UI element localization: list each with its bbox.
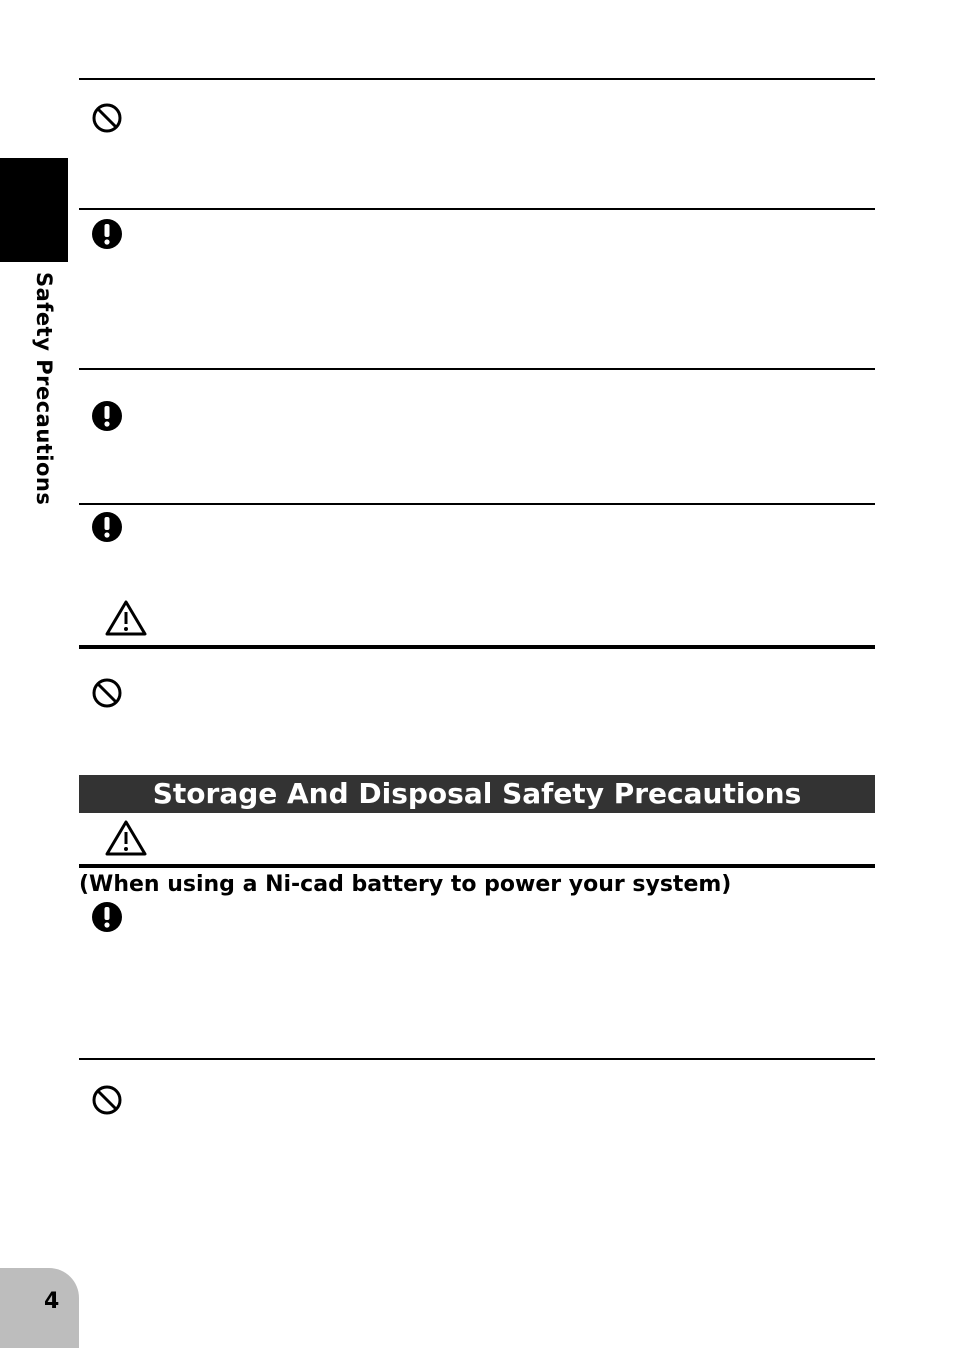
section-rule (79, 645, 875, 649)
divider-rule (79, 503, 875, 505)
divider-rule (79, 78, 875, 80)
divider-rule (79, 368, 875, 370)
caution-icon (104, 599, 148, 637)
prohibition-icon (91, 102, 123, 134)
prohibition-icon (91, 1084, 123, 1116)
chapter-tab (0, 158, 68, 262)
mandatory-icon (91, 218, 123, 250)
caution-icon (104, 819, 148, 857)
section-title: Storage And Disposal Safety Precautions (79, 775, 875, 813)
section-subheading: (When using a Ni-cad battery to power your system) (79, 872, 732, 897)
mandatory-icon (91, 901, 123, 933)
chapter-label: Safety Precautions (32, 272, 56, 506)
page-number: 4 (44, 1289, 60, 1314)
divider-rule (79, 1058, 875, 1060)
divider-rule (79, 208, 875, 210)
prohibition-icon (91, 677, 123, 709)
mandatory-icon (91, 511, 123, 543)
mandatory-icon (91, 400, 123, 432)
page-tab (0, 1268, 79, 1348)
section-rule (79, 864, 875, 868)
